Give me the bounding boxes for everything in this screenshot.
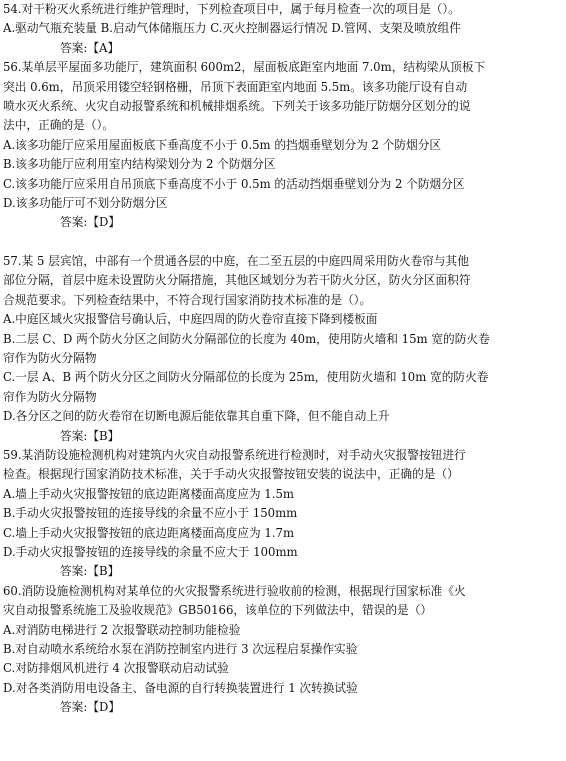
question-stem-line: 54.对干粉灭火系统进行维护管理时，下列检查项目中，属于每月检查一次的项目是（）。 — [3, 2, 460, 16]
question-57 — [3, 252, 563, 446]
question-option: D.该多功能厅可不划分防烟分区 — [3, 196, 168, 211]
question-54 — [3, 0, 563, 58]
question-spacer — [3, 233, 563, 252]
question-60 — [3, 582, 563, 718]
question-option: D.对各类消防用电设备主、备电源的自行转换装置进行 1 次转换试验 — [3, 680, 358, 695]
question-option: C.对防排烟风机进行 4 次报警联动启动试验 — [3, 661, 229, 676]
question-option: C.一层 A、B 两个防火分区之间防火分隔部位的长度为 25m，使用防火墙和 10m 宽的防火卷 — [3, 370, 489, 385]
question-stem-line: 突出 0.6m，吊顶采用镂空轻钢格栅，吊顶下表面距室内地面 5.5m。该多功能厅设有自动 — [3, 79, 468, 94]
question-option: A.驱动气瓶充装量 B.启动气体储瓶压力 C.灭火控制器运行情况 D.管网、支架及喷放组件 — [3, 21, 461, 36]
question-option: 帘作为防火分隔物 — [3, 389, 97, 404]
question-option: 帘作为防火分隔物 — [3, 350, 97, 365]
question-stem-line: 检查。根据现行国家消防技术标准，关于手动火灾报警按钮安装的说法中，正确的是（） — [3, 467, 459, 482]
question-stem-line: 灾自动报警系统施工及验收规范》GB50166，该单位的下列做法中，错误的是（） — [3, 603, 433, 618]
answer-line: 答案:【B】 — [60, 428, 120, 443]
question-option: B.对自动喷水系统给水泵在消防控制室内进行 3 次远程启泵操作实验 — [3, 642, 358, 656]
question-option: D.手动火灾报警按钮的连接导线的余量不应大于 100mm — [3, 544, 298, 559]
question-option: A.该多功能厅应采用屋面板底下垂高度不小于 0.5m 的挡烟垂壁划分为 2 个防烟分区 — [3, 137, 442, 152]
question-stem-line: 56.某单层平屋面多功能厅，建筑面积 600m2，屋面板底距室内地面 7.0m，结构梁从顶板下 — [3, 60, 486, 75]
question-option: B.手动火灾报警按钮的连接导线的余量不应小于 150mm — [3, 506, 298, 521]
question-option: C.该多功能厅应采用自吊顶底下垂高度不小于 0.5m 的活动挡烟垂壁划分为 2 个防烟分区 — [3, 176, 465, 191]
answer-line: 答案:【A】 — [60, 40, 120, 55]
question-option: A.对消防电梯进行 2 次报警联动控制功能检验 — [3, 622, 241, 637]
answer-line: 答案:【D】 — [60, 700, 121, 715]
question-stem-line: 部位分隔，首层中庭未设置防火分隔措施，其他区域划分为若干防火分区，防火分区面积符 — [3, 273, 471, 288]
question-option: A.墙上手动火灾报警按钮的底边距离楼面高度应为 1.5m — [3, 486, 294, 501]
question-option: A.中庭区域火灾报警信号确认后，中庭四周的防火卷帘直接下降到楼板面 — [3, 312, 378, 327]
question-59 — [3, 446, 563, 582]
question-option: B.二层 C、D 两个防火分区之间防火分隔部位的长度为 40m，使用防火墙和 15m 宽的防火卷 — [3, 331, 490, 346]
question-stem-line: 喷水灭火系统、火灾自动报警系统和机械排烟系统。下列关于该多功能厅防烟分区划分的说 — [3, 99, 471, 114]
question-stem-line: 合规范要求。下列检查结果中，不符合现行国家消防技术标准的是（）。 — [3, 292, 372, 307]
question-56 — [3, 58, 563, 233]
question-option: D.各分区之间的防火卷帘在切断电源后能依靠其自重下降，但不能自动上升 — [3, 409, 390, 424]
question-stem-line: 60.消防设施检测机构对某单位的火灾报警系统进行验收前的检测，根据现行国家标准《火 — [3, 583, 466, 598]
question-stem-line: 法中，正确的是（）。 — [3, 118, 115, 133]
question-option: B.该多功能厅应利用室内结构梁划分为 2 个防烟分区 — [3, 157, 276, 172]
answer-line: 答案:【D】 — [60, 215, 121, 230]
question-option: C.墙上手动火灾报警按钮的底边距离楼面高度应为 1.7m — [3, 525, 295, 540]
question-stem-line: 59.某消防设施检测机构对建筑内火灾自动报警系统进行检测时，对手动火灾报警按钮进行 — [3, 447, 466, 462]
answer-line: 答案:【B】 — [60, 564, 120, 579]
question-stem-line: 57.某 5 层宾馆，中部有一个贯通各层的中庭，在二至五层的中庭四周采用防火卷帘与其他 — [3, 253, 469, 268]
